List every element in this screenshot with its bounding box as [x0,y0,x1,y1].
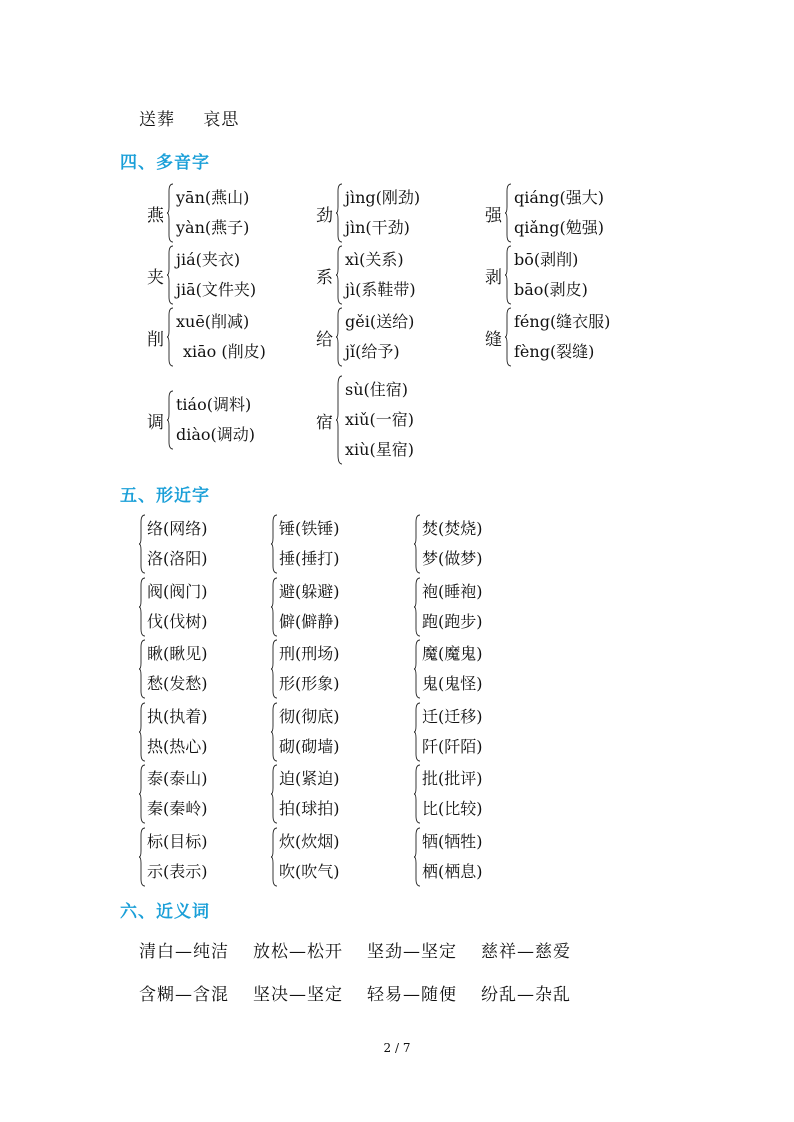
brace-icon [271,639,278,699]
synonym-row [139,937,595,962]
similar-char-pair [271,764,340,824]
similar-char-item: 迁(迁移) [422,706,483,726]
similar-char-item: 炊(炊烟) [279,831,340,851]
similar-char-item: 比(比较) [422,799,483,818]
polyphone-char: 削 [147,329,164,350]
brace-icon [139,827,146,887]
polyphone-char: 缝 [485,329,502,350]
similar-char-pair [414,639,483,699]
similar-char-item: 栖(栖息) [422,861,483,881]
similar-char-item: 捶(捶打) [279,549,340,568]
similar-char-item: 洛(洛阳) [147,549,208,568]
similar-char-pair [414,577,483,637]
similar-char-item: 批(批评) [422,769,483,788]
similar-char-pair [139,827,208,887]
brace-icon [505,183,512,243]
brace-icon [414,764,421,824]
similar-char-pair [271,514,340,574]
reading: xiǔ(一宿) [345,410,414,429]
synonym-pair: 含糊—含混 [139,985,229,1005]
brace-icon [139,764,146,824]
reading: tiáo(调料) [176,395,252,414]
synonym-pair: 清白—纯洁 [139,942,229,962]
similar-char-item: 砌(砌墙) [279,736,340,756]
intro-word: 送葬 [139,110,175,130]
polyphone-group [485,245,588,305]
reading: qiǎng(勉强) [514,218,604,237]
similar-char-pair [271,827,340,887]
similar-char-pair [271,577,340,637]
reading: qiáng(强大) [514,188,604,207]
brace-icon [139,639,146,699]
similar-char-item: 避(躲避) [279,581,340,601]
reading: bō(剥削) [514,250,579,269]
reading: xiù(星宿) [345,440,414,459]
reading: xì(关系) [345,250,404,269]
polyphone-group [316,307,414,367]
polyphone-char: 给 [316,329,333,350]
similar-char-item: 拍(球拍) [279,799,340,818]
similar-char-item: 鬼(鬼怪) [422,674,483,693]
similar-char-item: 魔(魔鬼) [422,644,483,663]
reading: fèng(裂缝) [514,342,595,361]
similar-char-item: 阀(阀门) [147,581,208,601]
brace-icon [167,183,174,243]
similar-char-item: 瞅(瞅见) [147,644,208,663]
synonym-pair: 坚决—坚定 [253,985,343,1005]
brace-icon [167,245,174,305]
polyphone-group [316,375,414,465]
similar-char-item: 彻(彻底) [279,706,340,726]
similar-char-item: 阡(阡陌) [422,736,483,756]
polyphone-char: 劲 [316,205,333,226]
intro-word: 哀思 [203,110,240,130]
reading: jiá(夹衣) [176,250,241,269]
similar-char-pair [414,702,483,762]
polyphone-group [147,307,266,367]
similar-char-item: 泰(泰山) [147,769,208,788]
reading: yān(燕山) [176,188,250,207]
similar-char-item: 刑(刑场) [279,644,340,663]
reading: yàn(燕子) [176,218,250,237]
synonym-pair: 纷乱—杂乱 [481,985,571,1005]
brace-icon [414,639,421,699]
similar-char-pair [139,514,208,574]
brace-icon [167,307,174,367]
reading: sù(住宿) [345,380,409,399]
brace-icon [271,577,278,637]
similar-char-item: 标(目标) [147,831,208,851]
similar-char-item: 袍(睡袍) [422,581,483,601]
brace-icon [414,827,421,887]
similar-char-item: 梦(做梦) [422,549,483,568]
reading: diào(调动) [176,425,256,444]
similar-char-pair [271,639,340,699]
synonym-pair: 坚劲—坚定 [367,942,457,962]
reading: gěi(送给) [345,312,415,331]
section-heading-similar-chars: 五、形近字 [120,486,210,506]
brace-icon [414,514,421,574]
polyphone-group [147,183,249,243]
similar-char-item: 牺(牺牲) [422,831,483,851]
similar-char-item: 愁(发愁) [147,674,208,693]
brace-icon [505,307,512,367]
polyphone-group [316,245,416,305]
polyphone-char: 夹 [147,267,164,288]
brace-icon [271,514,278,574]
polyphone-char: 强 [485,205,502,226]
polyphone-group [485,183,604,243]
polyphone-char: 系 [316,267,333,288]
reading: jìng(刚劲) [345,188,421,207]
similar-char-item: 热(热心) [147,736,208,756]
similar-char-item: 僻(僻静) [279,611,340,631]
similar-char-item: 吹(吹气) [279,861,340,881]
similar-char-pair [414,764,483,824]
brace-icon [414,702,421,762]
similar-char-pair [139,764,208,824]
reading: xuē(削减) [176,312,250,331]
reading: féng(缝衣服) [514,312,611,331]
similar-char-pair [139,577,208,637]
similar-char-item: 锤(铁锤) [279,519,340,538]
similar-char-pair [271,702,340,762]
section-heading-polyphonic: 四、多音字 [120,153,210,173]
reading: jìn(干劲) [345,218,410,237]
brace-icon [271,827,278,887]
reading: xiāo (削皮) [183,342,266,361]
reading: jì(系鞋带) [345,280,416,299]
brace-icon [167,390,174,450]
page-number: 2 / 7 [383,1041,411,1055]
polyphone-group [316,183,420,243]
brace-icon [271,702,278,762]
similar-char-item: 络(网络) [147,519,208,538]
reading: bāo(剥皮) [514,280,588,299]
similar-char-item: 伐(伐树) [147,611,208,631]
similar-char-item: 形(形象) [279,674,340,693]
similar-char-pair [414,514,483,574]
reading: jǐ(给予) [345,342,400,361]
polyphone-group [485,307,610,367]
brace-icon [414,577,421,637]
brace-icon [336,307,343,367]
brace-icon [336,375,343,465]
polyphone-group [147,390,255,450]
polyphone-group [147,245,256,305]
brace-icon [139,702,146,762]
polyphone-char: 宿 [316,412,333,433]
similar-char-item: 焚(焚烧) [422,519,483,538]
brace-icon [139,514,146,574]
brace-icon [505,245,512,305]
synonym-row [139,980,595,1005]
similar-char-item: 迫(紧迫) [279,769,340,788]
brace-icon [336,183,343,243]
reading: jiā(文件夹) [176,280,257,299]
synonym-pair: 放松—松开 [253,942,343,962]
similar-char-pair [139,639,208,699]
similar-char-item: 秦(秦岭) [147,799,208,818]
polyphone-char: 燕 [147,205,164,226]
intro-words [139,105,239,130]
similar-char-item: 示(表示) [147,861,208,881]
brace-icon [139,577,146,637]
polyphone-char: 剥 [485,267,502,288]
similar-char-pair [414,827,483,887]
polyphone-char: 调 [147,412,164,433]
similar-char-item: 跑(跑步) [422,611,483,631]
similar-char-item: 执(执着) [147,706,208,726]
section-heading-synonyms: 六、近义词 [120,902,210,922]
synonym-pair: 慈祥—慈爱 [481,942,571,962]
similar-char-pair [139,702,208,762]
brace-icon [336,245,343,305]
brace-icon [271,764,278,824]
synonym-pair: 轻易—随便 [367,985,457,1005]
